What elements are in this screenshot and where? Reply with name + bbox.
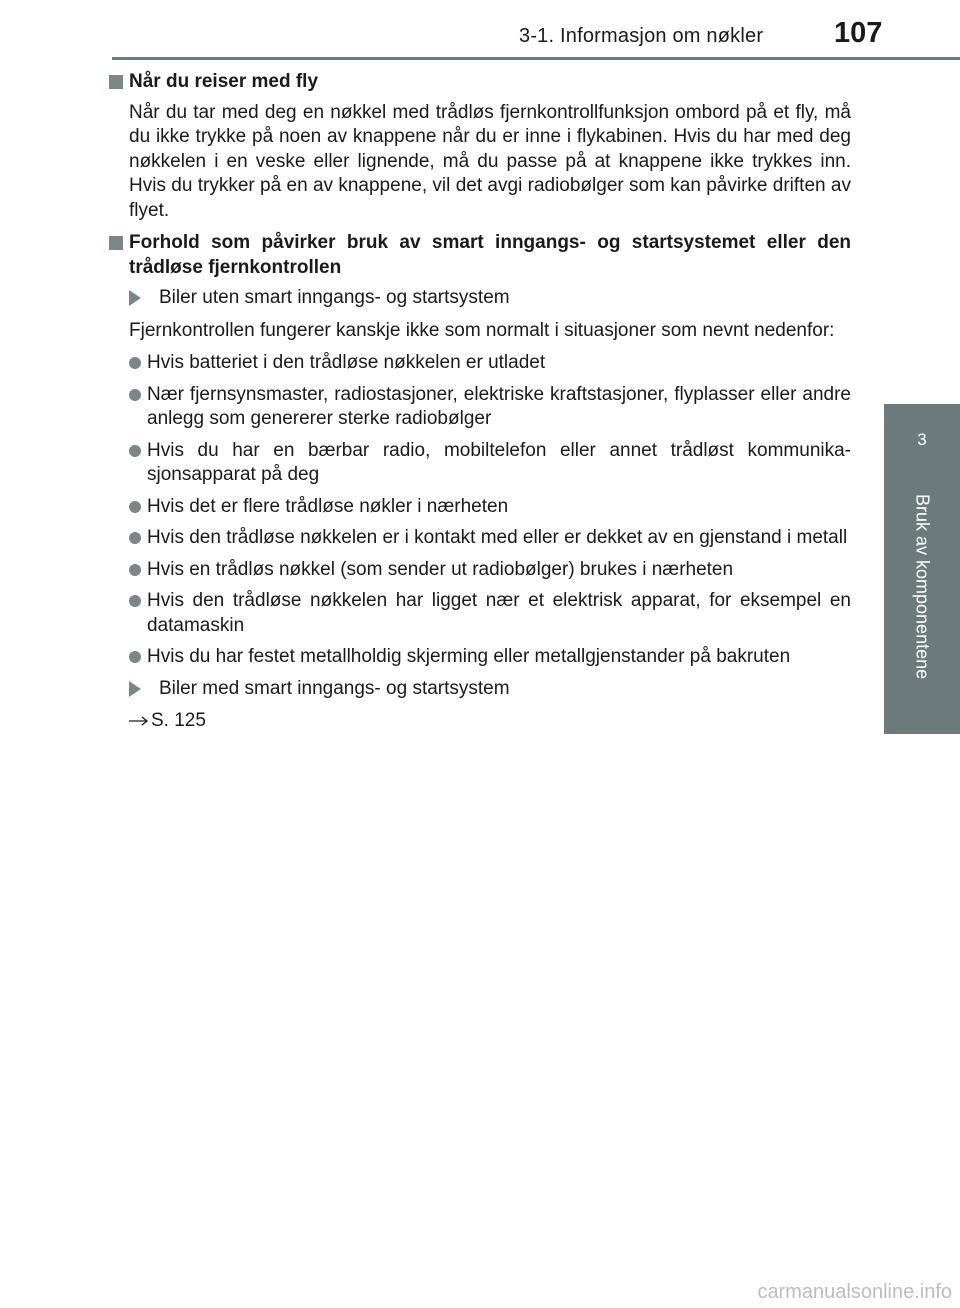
round-bullet-icon [129,532,141,544]
square-bullet-icon [109,236,123,250]
chapter-title: Bruk av komponentene [912,494,933,680]
page-number: 107 [834,17,883,49]
list-item-text: Hvis det er flere trådløse nøkler i nærheten [147,495,509,517]
round-bullet-icon [129,357,141,369]
arrow-right-icon [129,716,149,726]
list-item-text: Hvis du har festet metallholdig skjerming eller metallgjenstander på bakruten [147,646,791,667]
chapter-number: 3 [917,430,927,449]
triangle-marker-icon [129,290,153,306]
page-reference[interactable] [129,709,851,734]
paragraph: Fjernkontrollen fungerer kanskje ikke som normalt i situasjoner som nevnt nedenfor: [129,319,835,341]
watermark: carmanualsonline.info [757,1281,952,1303]
round-bullet-icon [129,595,141,607]
list-item [129,645,851,670]
list-item [129,383,851,432]
list-item-text: Hvis den trådløse nøkkelen er i kontakt med eller er dekket av en gjenstand i metall [147,527,848,548]
section-heading [109,70,851,95]
round-bullet-icon [129,501,141,513]
list-item [129,558,851,583]
page-content [109,70,851,734]
heading-text: Når du reiser med fly [129,71,319,92]
round-bullet-icon [129,651,141,663]
list-item [129,589,851,638]
subheading [129,677,851,702]
list-item-text: Hvis batteriet i den trådløse nøkkelen er utladet [147,352,546,373]
triangle-marker-icon [129,681,153,697]
subheading-text: Biler med smart inngangs- og startsystem [159,677,510,699]
list-item [129,526,851,551]
page-reference-text[interactable]: S. 125 [151,710,206,731]
list-item-text: Hvis du har en bærbar radio, mobiltelefon eller annet trådløst kommunikasjonsapparat på deg [147,439,851,485]
header-rule [112,57,960,60]
subheading [129,286,851,311]
round-bullet-icon [129,564,141,576]
list-item-text: Nær fjernsynsmaster, radiostasjoner, elektriske kraftstasjoner, flyplasser eller andre anlegg som genererer sterke radiobølger [147,383,851,429]
round-bullet-icon [129,445,141,457]
list-item [129,351,851,376]
subheading-text: Biler uten smart inngangs- og startsystem [159,287,510,308]
chapter-tab [884,404,960,734]
list-item-text: Hvis den trådløse nøkkelen har ligget nær et elektrisk apparat, for eksempel en datamaskin [147,590,851,636]
list-item-text: Hvis en trådløs nøkkel (som sender ut radiobølger) brukes i nærheten [147,558,734,580]
section-title: 3-1. Informasjon om nøkler [519,25,764,47]
round-bullet-icon [129,389,141,401]
list-item [129,495,851,520]
section-heading [109,231,851,280]
list-item [129,439,851,488]
heading-text: Forhold som påvirker bruk av smart inngangs- og startsystemet eller den trådløse fjernkontrollen [129,232,851,278]
square-bullet-icon [109,75,123,89]
paragraph: Når du tar med deg en nøkkel med trådløs fjernkontrollfunksjon ombord på et fly, må du ikke trykke på noen av knappene når du er inne i flykabinen. Hvis du har med deg nøkkelen i en veske eller lignende, må du passe på at knappene ikke trykkes inn. Hvis du trykker på en av knappene, vil det avgi radiobølger som kan påvirke driften av flyet. [129,101,851,221]
